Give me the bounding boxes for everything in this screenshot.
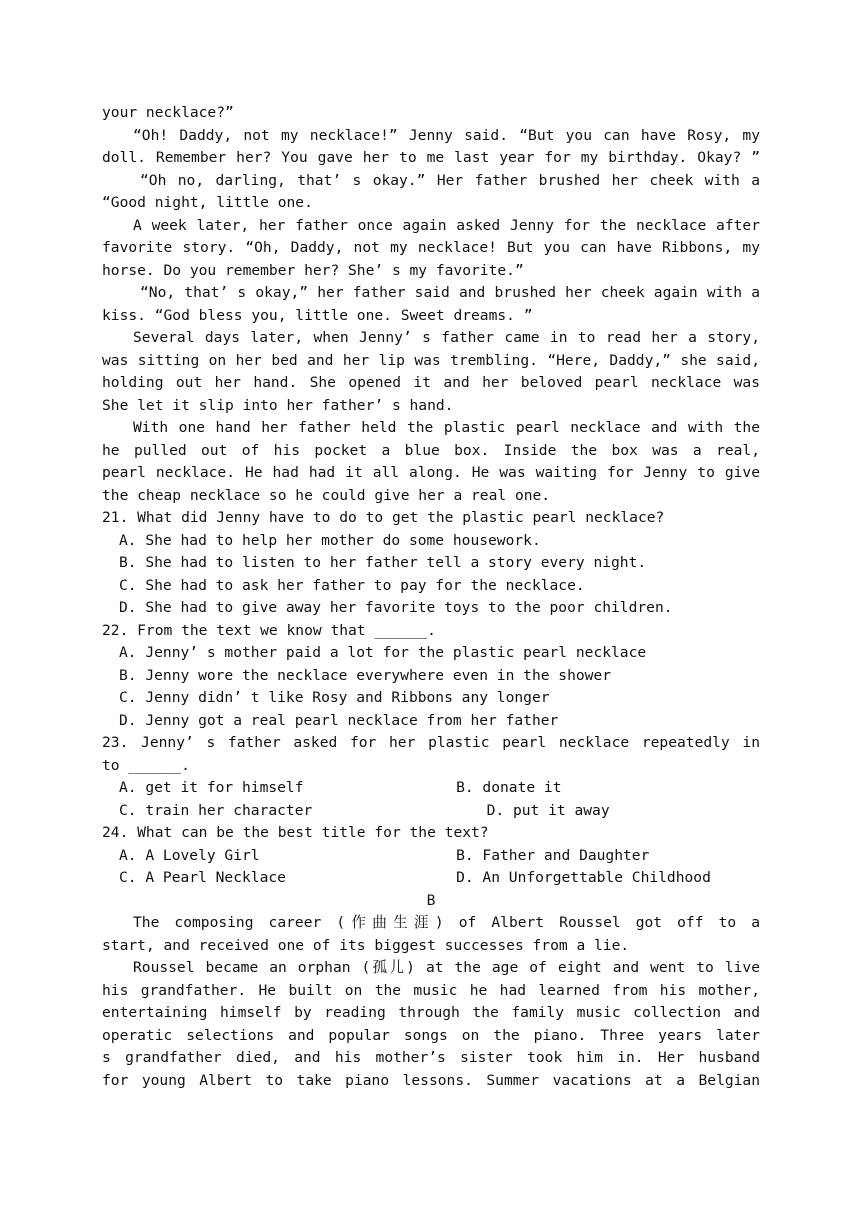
option-b: B. Jenny wore the necklace everywhere even in the shower (119, 666, 612, 684)
option-c: C. train her character (119, 801, 313, 819)
option-a: A. get it for himself (119, 779, 304, 796)
passage-b-line: s grandfather died, and his mother’s sister took him in. Her husband (102, 1049, 760, 1066)
option-d: D. put it away (486, 801, 610, 819)
option-a: A. She had to help her mother do some housework. (119, 531, 541, 549)
option-a: A. Jenny’ s mother paid a lot for the plastic pearl necklace (119, 644, 647, 661)
option-d: D. She had to give away her favorite toys to the poor children. (119, 599, 673, 616)
passage-b-line: operatic selections and popular songs on the piano. Three years later (102, 1026, 760, 1044)
question-23 (102, 732, 760, 822)
passage-a-line: “Oh no, darling, that’ s okay.” Her father brushed her cheek with a (140, 171, 760, 189)
passage-a-line: A week later, her father once again asked Jenny for the necklace after (133, 216, 760, 234)
option-c: C. She had to ask her father to pay for the necklace. (119, 576, 585, 594)
question-stem: 21. What did Jenny have to do to get the plastic pearl necklace? (102, 509, 665, 526)
option-c: C. Jenny didn’ t like Rosy and Ribbons any longer (119, 689, 550, 706)
passage-b-line: Roussel became an orphan (孤儿) at the age of eight and went to live (133, 959, 760, 976)
option-b: B. Father and Daughter (456, 846, 650, 864)
passage-a-line: favorite story. “Oh, Daddy, not my necklace! But you can have Ribbons, my (102, 239, 760, 256)
passage-a-line: She let it slip into her father’ s hand. (102, 396, 454, 414)
option-b: B. donate it (456, 779, 562, 796)
passage-a-line: holding out her hand. She opened it and her beloved pearl necklace was (102, 374, 760, 391)
options-row (102, 777, 760, 800)
option-d: D. Jenny got a real pearl necklace from her father (119, 711, 559, 729)
question-stem: 22. From the text we know that ______. (102, 621, 436, 639)
passage-a-line: “Oh! Daddy, not my necklace!” Jenny said. “But you can have Rosy, my (133, 126, 760, 144)
passage-a-line: pearl necklace. He had had it all along. He was waiting for Jenny to give (102, 464, 760, 481)
question-21 (102, 507, 760, 620)
question-stem: 24. What can be the best title for the text? (102, 824, 489, 841)
question-stem-continued: to ______. (102, 756, 190, 774)
passage-b-line: entertaining himself by reading through the family music collection and (102, 1004, 760, 1021)
passage-b-line: start, and received one of its biggest successes from a lie. (102, 936, 630, 954)
question-24 (102, 822, 760, 890)
passage-a-line: kiss. “God bless you, little one. Sweet dreams. ” (102, 306, 533, 324)
question-22 (102, 620, 760, 733)
passage-a-line: “No, that’ s okay,” her father said and brushed her cheek again with a (140, 284, 760, 301)
passage-a-line: “Good night, little one. (102, 194, 313, 211)
option-c: C. A Pearl Necklace (119, 869, 286, 886)
passage-b-line: for young Albert to take piano lessons. Summer vacations at a Belgian (102, 1071, 760, 1089)
passage-b-line: The composing career (作曲生涯) of Albert Roussel got off to a (133, 914, 760, 931)
passage-a-line: your necklace?” (102, 104, 234, 121)
passage-a-line: horse. Do you remember her? She’ s my favorite.” (102, 261, 524, 279)
section-heading: B (426, 891, 436, 909)
passage-a-line: he pulled out of his pocket a blue box. Inside the box was a real, (102, 441, 760, 459)
passage-a-line: Several days later, when Jenny’ s father came in to read her a story, (133, 329, 760, 346)
passage-a-line: was sitting on her bed and her lip was trembling. “Here, Daddy,” she said, (102, 351, 760, 369)
options-row (102, 867, 760, 890)
passage-b-line: his grandfather. He built on the music he had learned from his mother, (102, 981, 760, 999)
passage-a-line: the cheap necklace so he could give her a real one. (102, 486, 551, 504)
passage-a-line: With one hand her father held the plastic pearl necklace and with the (133, 419, 760, 436)
options-row (102, 800, 760, 823)
passage-a-line: doll. Remember her? You gave her to me last year for my birthday. Okay? ” (102, 149, 760, 166)
document-page (102, 102, 760, 1092)
question-stem: 23. Jenny’ s father asked for her plastic pearl necklace repeatedly in (102, 734, 760, 751)
option-b: B. She had to listen to her father tell a story every night. (119, 554, 647, 571)
options-row (102, 845, 760, 868)
option-d: D. An Unforgettable Childhood (456, 869, 711, 886)
option-a: A. A Lovely Girl (119, 846, 260, 864)
